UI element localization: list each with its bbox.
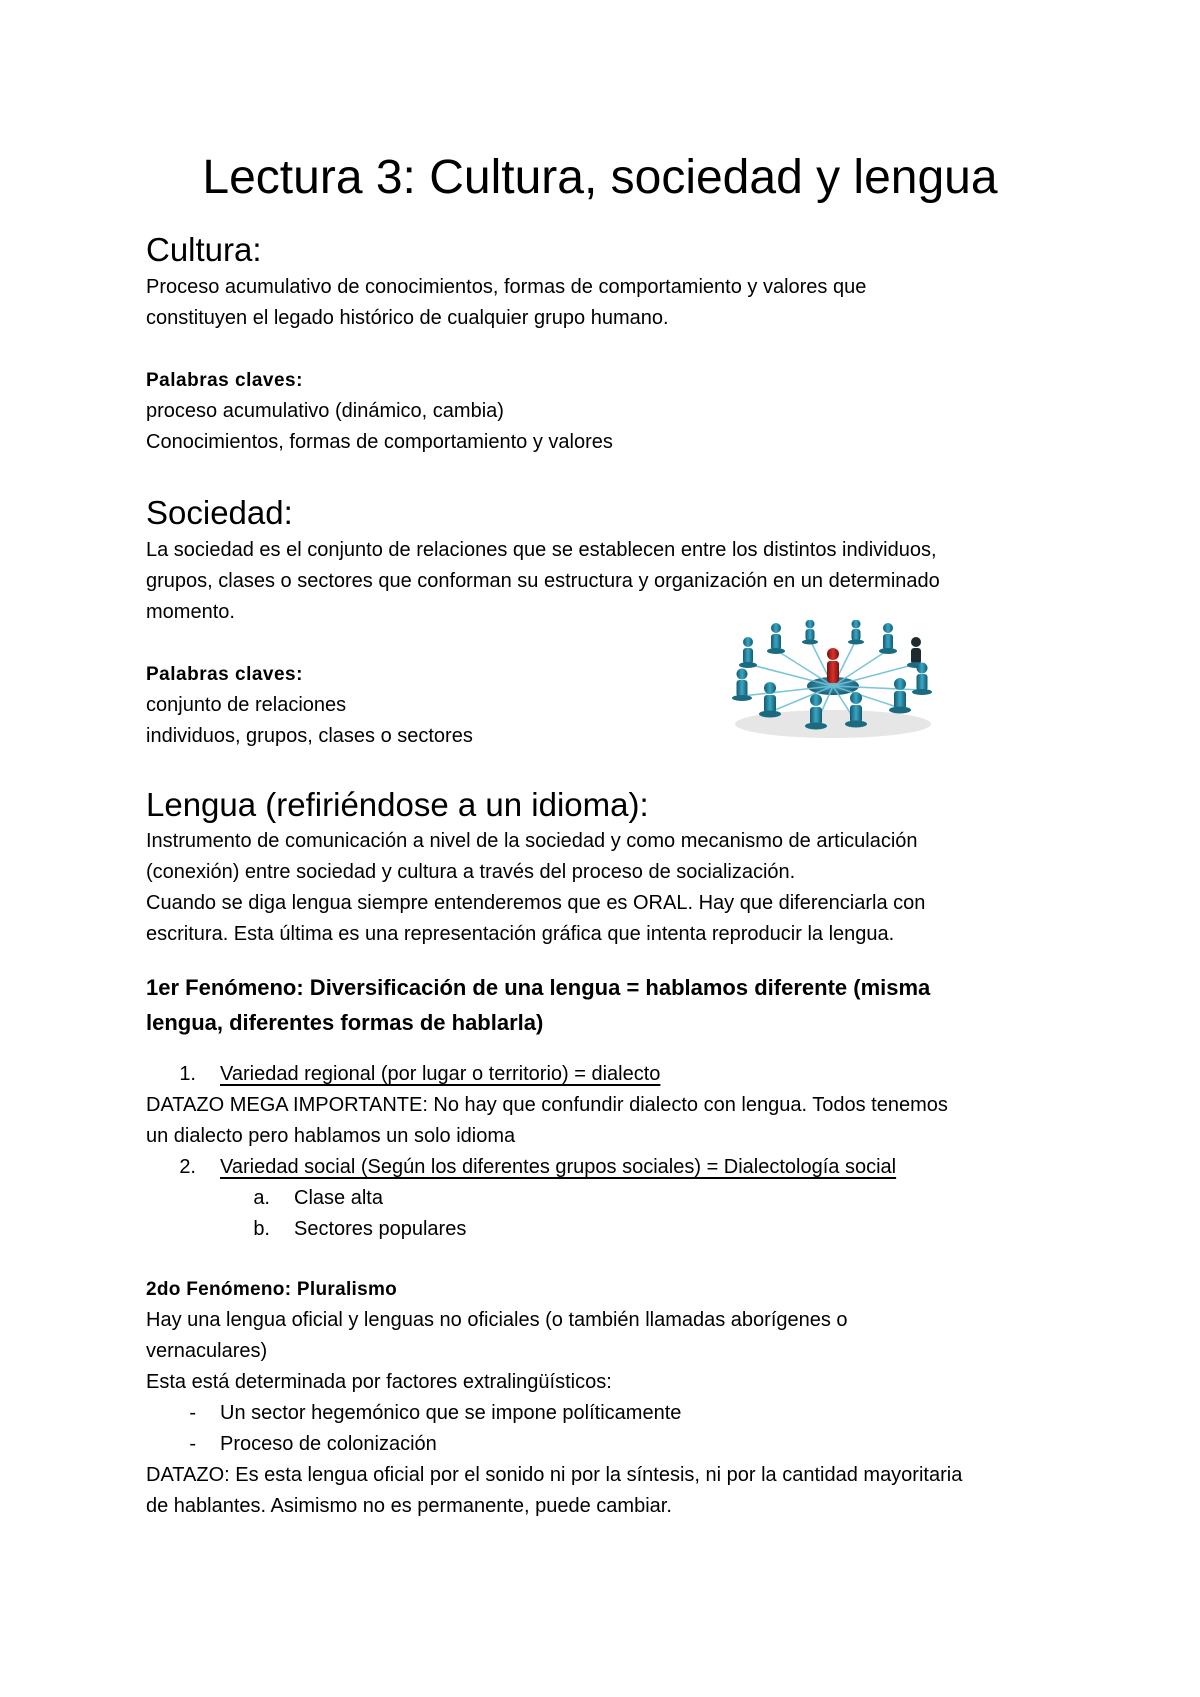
sociedad-def-line: momento.	[146, 601, 235, 623]
sociedad-def-line: grupos, clases o sectores que conforman su estructura y organización en un determinado	[146, 570, 940, 592]
fenomeno-1	[146, 970, 1076, 1245]
datazo-note-line: DATAZO MEGA IMPORTANTE: No hay que confundir dialecto con lengua. Todos tenemos	[146, 1094, 948, 1116]
section-cultura	[146, 230, 1076, 458]
cultura-def-line: constituyen el legado histórico de cualquier grupo humano.	[146, 307, 669, 329]
bullet-item	[146, 1398, 1076, 1429]
lengua-def-line: (conexión) entre sociedad y cultura a través del proceso de socialización.	[146, 861, 796, 883]
heading-lengua: Lengua (refiriéndose a un idioma):	[146, 786, 649, 823]
list-item-text: Variedad regional (por lugar o territorio) = dialecto	[220, 1063, 661, 1085]
fenomeno-2-title: 2do Fenómeno: Pluralismo	[146, 1279, 398, 1300]
fenomeno-2-line: vernaculares)	[146, 1340, 268, 1362]
bullet-marker: -	[189, 1433, 196, 1455]
fenomeno-2	[146, 1274, 1076, 1522]
list-item-text: Variedad social (Según los diferentes grupos sociales) = Dialectología social	[220, 1156, 897, 1178]
list-item	[146, 1152, 1076, 1183]
list-item	[146, 1059, 1076, 1090]
list-marker: 2.	[179, 1156, 196, 1178]
fenomeno-2-line: Hay una lengua oficial y lenguas no oficiales (o también llamadas aborígenes o	[146, 1309, 848, 1331]
list-marker: 1.	[179, 1063, 196, 1085]
cultura-keyword-line: proceso acumulativo (dinámico, cambia)	[146, 400, 504, 422]
leader-figure	[827, 648, 839, 683]
social-network-illustration	[728, 620, 938, 740]
cultura-keyword-line: Conocimientos, formas de comportamiento y valores	[146, 431, 613, 453]
cultura-keywords-label: Palabras claves:	[146, 370, 303, 391]
fenomeno-1-title-line: lengua, diferentes formas de hablarla)	[146, 1010, 544, 1035]
heading-sociedad: Sociedad:	[146, 494, 293, 531]
bullet-marker: -	[189, 1402, 196, 1424]
sub-list-marker: a.	[253, 1187, 270, 1209]
datazo-line: DATAZO: Es esta lengua oficial por el sonido ni por la síntesis, ni por la cantidad mayoritaria	[146, 1464, 963, 1486]
sub-list-item	[146, 1214, 1076, 1245]
lengua-def-line: escritura. Esta última es una representación gráfica que intenta reproducir la lengua.	[146, 923, 895, 945]
sub-list-item-text: Sectores populares	[294, 1218, 467, 1240]
sub-list-marker: b.	[253, 1218, 270, 1240]
fenomeno-1-title-line: 1er Fenómeno: Diversificación de una lengua = hablamos diferente (misma	[146, 975, 931, 1000]
section-lengua	[146, 785, 1076, 1522]
cultura-def-line: Proceso acumulativo de conocimientos, formas de comportamiento y valores que	[146, 276, 867, 298]
datazo-note-line: un dialecto pero hablamos un solo idioma	[146, 1125, 516, 1147]
heading-cultura: Cultura:	[146, 231, 262, 268]
bullet-item-text: Proceso de colonización	[220, 1433, 437, 1455]
sociedad-def-line: La sociedad es el conjunto de relaciones que se establecen entre los distintos individuos,	[146, 539, 937, 561]
datazo-line: de hablantes. Asimismo no es permanente, puede cambiar.	[146, 1495, 672, 1517]
fenomeno-2-line: Esta está determinada por factores extralingüísticos:	[146, 1371, 612, 1393]
lengua-def-line: Cuando se diga lengua siempre entenderemos que es ORAL. Hay que diferenciarla con	[146, 892, 926, 914]
sub-list-item	[146, 1183, 1076, 1214]
bullet-item	[146, 1429, 1076, 1460]
lengua-def-line: Instrumento de comunicación a nivel de la sociedad y como mecanismo de articulación	[146, 830, 918, 852]
page-title: Lectura 3: Cultura, sociedad y lengua	[202, 151, 998, 204]
sociedad-keyword-line: conjunto de relaciones	[146, 694, 347, 716]
sociedad-keywords-label: Palabras claves:	[146, 664, 303, 685]
sociedad-keyword-line: individuos, grupos, clases o sectores	[146, 725, 473, 747]
bullet-item-text: Un sector hegemónico que se impone políticamente	[220, 1402, 682, 1424]
sub-list-item-text: Clase alta	[294, 1187, 383, 1209]
